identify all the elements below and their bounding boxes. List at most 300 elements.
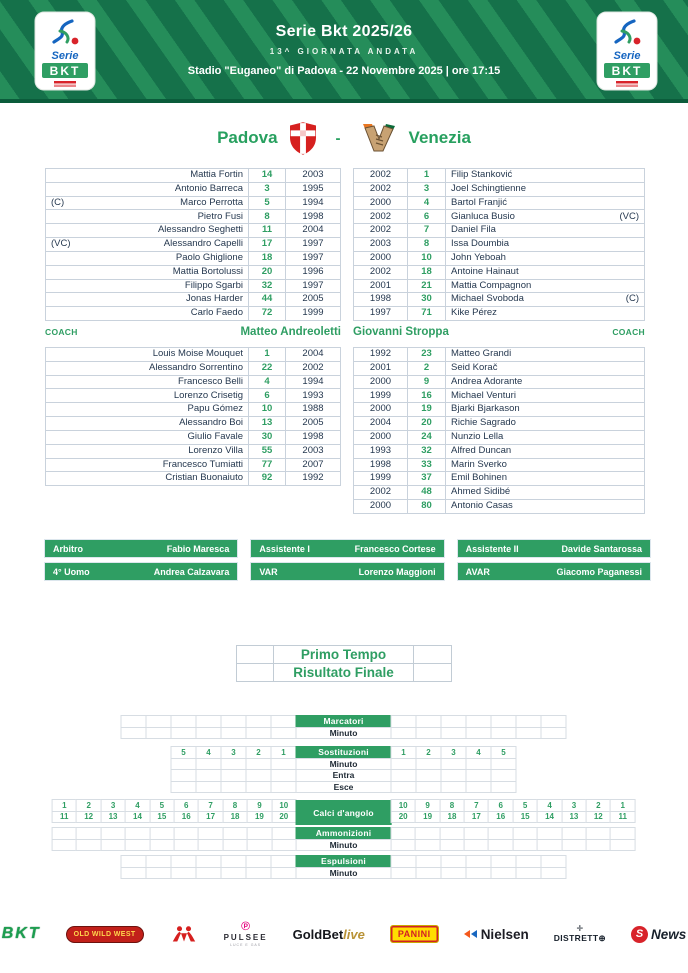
goldbet-text: GoldBet (292, 926, 344, 942)
stat-cell (441, 781, 467, 794)
shirt-number: 7 (408, 224, 446, 237)
shirt-number: 32 (408, 445, 446, 458)
corner-count-cell: 3 (561, 799, 586, 812)
stat-row (53, 839, 636, 852)
birth-year: 2000 (354, 431, 408, 444)
birth-year: 2005 (302, 417, 324, 429)
shirt-number: 21 (408, 280, 446, 293)
home-coach-name: Matteo Andreoletti (240, 326, 341, 338)
player-row (353, 486, 645, 500)
stat-cell: 1 (391, 746, 417, 759)
stat-sublabel: Minuto (296, 839, 392, 852)
official-name: Francesco Cortese (354, 543, 436, 554)
shirt-number: 44 (248, 293, 286, 306)
score-separator: - (335, 129, 341, 147)
corner-count-cell: 12 (586, 811, 611, 824)
corner-count-cell: 5 (512, 799, 537, 812)
player-name-cell (46, 280, 248, 293)
stat-cell: 3 (441, 746, 467, 759)
stat-cell (246, 867, 272, 880)
venue-date-line: Stadio "Euganeo" di Padova - 22 Novembre 2025 | ore 17:15 (187, 65, 501, 77)
player-row (45, 238, 341, 252)
birth-year: 2002 (354, 224, 408, 237)
captain-marker: (C) (51, 196, 65, 208)
player-name: Joel Schingtienne (451, 182, 526, 194)
player-row (353, 389, 645, 403)
player-name: Lorenzo Crisetig (173, 389, 243, 401)
stat-cell (516, 867, 542, 880)
player-name-cell (46, 252, 248, 265)
pulsee-mark-icon: ℗ (241, 919, 250, 933)
corner-number-grid (53, 800, 297, 825)
official-label: VAR (259, 566, 278, 577)
birth-year: 2004 (302, 348, 324, 360)
birth-year: 1999 (302, 307, 324, 319)
player-row (45, 362, 341, 376)
player-name: Marin Sverko (451, 458, 507, 470)
stat-cell (174, 839, 199, 852)
player-name: Pietro Fusi (197, 210, 243, 222)
shirt-number: 3 (248, 183, 286, 196)
corner-count-cell: 9 (247, 799, 272, 812)
player-row (45, 459, 341, 473)
birth-year: 2000 (354, 252, 408, 265)
player-name: Nunzio Lella (451, 431, 504, 443)
svg-text:Serie: Serie (51, 50, 79, 62)
competition-title: Serie Bkt 2025/26 (275, 23, 413, 40)
stat-cell (537, 839, 562, 852)
stat-sublabel: Esce (296, 781, 392, 794)
snews-circle-icon: S (631, 926, 648, 943)
corner-number-grid (392, 800, 636, 825)
player-row (45, 403, 341, 417)
corner-count-cell: 5 (149, 799, 174, 812)
player-name: Kike Pérez (451, 307, 497, 319)
player-row (353, 266, 645, 280)
player-row (45, 224, 341, 238)
pulsee-subtext: LUCE E GAS (230, 943, 262, 947)
shirt-number: 14 (248, 169, 286, 182)
birth-year: 1998 (354, 293, 408, 306)
player-name-cell (46, 376, 248, 389)
shirt-number: 33 (408, 459, 446, 472)
corner-count-cell: 4 (125, 799, 150, 812)
player-row (45, 376, 341, 390)
shirt-number: 9 (408, 376, 446, 389)
stat-cell (121, 727, 147, 740)
result-away-cell (414, 646, 451, 663)
player-name-cell (446, 459, 644, 472)
stat-cell (146, 867, 172, 880)
player-row (353, 472, 645, 486)
captain-marker: (C) (625, 293, 639, 305)
stat-row (53, 811, 297, 824)
shirt-number: 4 (248, 376, 286, 389)
stat-row (172, 781, 517, 794)
birth-year: 1998 (354, 459, 408, 472)
stat-cell (391, 727, 417, 740)
stat-sublabel: Entra (296, 769, 392, 782)
stat-cell (271, 839, 296, 852)
player-name-cell (46, 224, 248, 237)
birth-year: 2007 (302, 458, 324, 470)
player-name: Issa Doumbia (451, 238, 510, 250)
shirt-number: 55 (248, 445, 286, 458)
player-name: Mattia Fortin (190, 169, 243, 181)
player-name-cell (446, 169, 644, 182)
birth-year: 1998 (302, 431, 324, 443)
birth-year: 2001 (354, 362, 408, 375)
birth-year: 2000 (354, 197, 408, 210)
corner-count-cell: 6 (488, 799, 513, 812)
corner-count-cell: 7 (464, 799, 489, 812)
player-name: Alessandro Capelli (163, 238, 243, 250)
shirt-number: 19 (408, 403, 446, 416)
player-name-cell (446, 307, 644, 320)
player-name-cell (446, 280, 644, 293)
player-row (353, 210, 645, 224)
shirt-number: 6 (248, 389, 286, 402)
official-label: Assistente I (259, 543, 310, 554)
player-name: Seid Korač (451, 361, 498, 373)
home-coach-label: COACH (45, 327, 78, 337)
official-label: Arbitro (53, 543, 83, 554)
player-name-cell (446, 183, 644, 196)
stat-cell (271, 781, 297, 794)
stat-cell (198, 839, 223, 852)
player-name: Michael Svoboda (451, 293, 524, 305)
player-name-cell (46, 403, 248, 416)
pulsee-text: PULSEE (223, 933, 268, 942)
shirt-number: 20 (408, 417, 446, 430)
birth-year: 1999 (354, 389, 408, 402)
player-name: Mattia Bortolussi (172, 265, 243, 277)
player-row (353, 431, 645, 445)
goldbet-logo (293, 927, 365, 942)
sponsor-footer (0, 908, 688, 960)
official-label: AVAR (465, 566, 490, 577)
birth-year: 1997 (302, 238, 324, 250)
stat-cell (146, 727, 172, 740)
stat-cell (246, 781, 272, 794)
result-away-cell (414, 664, 451, 681)
shirt-number: 22 (248, 362, 286, 375)
stat-cell (491, 727, 517, 740)
player-row (45, 389, 341, 403)
coach-row (45, 326, 645, 338)
player-name-cell (46, 183, 248, 196)
stat-cell (221, 727, 247, 740)
player-name-cell (446, 445, 644, 458)
player-row (353, 459, 645, 473)
player-name: Francesco Belli (178, 375, 243, 387)
stat-header: Ammonizioni (296, 827, 392, 840)
matchday-subtitle: 13^ GIORNATA ANDATA (269, 47, 419, 56)
shirt-number: 18 (408, 266, 446, 279)
pulsee-logo (224, 921, 268, 947)
player-name-cell (46, 472, 248, 485)
stat-cell (488, 839, 513, 852)
stat-cell (125, 839, 150, 852)
stat-row (122, 867, 567, 880)
shirt-number: 80 (408, 500, 446, 513)
shirt-number: 30 (248, 431, 286, 444)
captain-marker: (VC) (51, 238, 71, 250)
shirt-number: 8 (248, 210, 286, 223)
final-result-label: Risultato Finale (274, 664, 414, 681)
stat-cell (171, 867, 197, 880)
player-name: Andrea Adorante (451, 375, 523, 387)
player-name: John Yeboah (451, 252, 506, 264)
player-name: Paolo Ghiglione (175, 252, 243, 264)
stat-cell (121, 867, 147, 880)
away-starters-table (353, 168, 645, 321)
corner-count-cell: 8 (439, 799, 464, 812)
shirt-number: 17 (248, 238, 286, 251)
player-name: Bjarki Bjarkason (451, 403, 520, 415)
stat-cell (391, 867, 417, 880)
stat-cell (221, 867, 247, 880)
svg-text:BKT: BKT (49, 64, 81, 78)
corner-count-cell: 11 (610, 811, 635, 824)
stat-cell (491, 867, 517, 880)
player-name-cell (446, 348, 644, 361)
official-label: 4° Uomo (53, 566, 90, 577)
birth-year: 1998 (302, 210, 324, 222)
player-name-cell (446, 266, 644, 279)
corners-wrap (53, 800, 636, 825)
birth-year: 1997 (302, 252, 324, 264)
corner-count-cell: 10 (271, 799, 296, 812)
player-row (353, 280, 645, 294)
shirt-number: 24 (408, 431, 446, 444)
shirt-number: 10 (248, 403, 286, 416)
snews-text: News (651, 926, 687, 942)
stat-cell (416, 867, 442, 880)
player-name: Lorenzo Villa (188, 444, 243, 456)
shirt-number: 2 (408, 362, 446, 375)
stat-sublabel: Minuto (296, 758, 392, 771)
stat-cell (149, 839, 174, 852)
official-name: Andrea Calzavara (153, 566, 230, 577)
stat-cell (196, 781, 222, 794)
home-bench-table (45, 347, 341, 514)
birth-year: 2002 (354, 486, 408, 499)
birth-year: 1992 (354, 348, 408, 361)
official-name: Fabio Maresca (166, 543, 230, 554)
stat-cell (271, 727, 297, 740)
shirt-number: 30 (408, 293, 446, 306)
official-name: Giacomo Paganessi (556, 566, 642, 577)
corner-count-cell: 16 (174, 811, 199, 824)
substitutions-grid (172, 747, 517, 793)
stat-cell (466, 727, 492, 740)
player-name-cell (446, 238, 644, 251)
stat-cell: 3 (221, 746, 247, 759)
scorers-grid (122, 716, 567, 739)
player-name-cell (46, 362, 248, 375)
birth-year: 1993 (302, 389, 324, 401)
player-name-cell (46, 431, 248, 444)
player-row (353, 376, 645, 390)
stat-row (392, 811, 636, 824)
stat-cell: 1 (271, 746, 297, 759)
old-wild-west-logo: OLD WILD WEST (66, 926, 144, 943)
birth-year: 2000 (354, 500, 408, 513)
shirt-number: 23 (408, 348, 446, 361)
player-name-cell (46, 307, 248, 320)
bench-section (45, 347, 645, 514)
distretto-mark-icon: ✛ (576, 923, 584, 933)
stat-cell (100, 839, 125, 852)
player-name-cell (46, 417, 248, 430)
player-row (353, 348, 645, 362)
captain-marker: (VC) (619, 210, 639, 222)
player-name: Cristian Buonaiuto (165, 472, 243, 484)
birth-year: 1993 (354, 445, 408, 458)
player-row (45, 183, 341, 197)
player-row (353, 445, 645, 459)
shirt-number: 32 (248, 280, 286, 293)
corner-count-cell: 3 (100, 799, 125, 812)
player-name-cell (46, 266, 248, 279)
venezia-crest-icon (361, 123, 397, 153)
birth-year: 2004 (302, 224, 324, 236)
corner-count-cell: 11 (52, 811, 77, 824)
birth-year: 2002 (354, 266, 408, 279)
away-coach-label: COACH (612, 327, 645, 337)
corner-count-cell: 18 (222, 811, 247, 824)
player-name: Richie Sagrado (451, 417, 516, 429)
stat-cell (196, 867, 222, 880)
away-bench-table (353, 347, 645, 514)
player-row (353, 293, 645, 307)
teams-row (0, 118, 688, 158)
player-name: Antoine Hainaut (451, 265, 519, 277)
player-name: Antonio Barreca (174, 182, 243, 194)
stat-cell (491, 781, 517, 794)
shirt-number: 1 (408, 169, 446, 182)
player-row (353, 183, 645, 197)
shirt-number: 18 (248, 252, 286, 265)
stat-cell: 5 (491, 746, 517, 759)
stat-cell: 4 (466, 746, 492, 759)
player-name-cell (46, 197, 248, 210)
player-name: Alessandro Seghetti (157, 224, 243, 236)
birth-year: 1994 (302, 375, 324, 387)
player-name-cell (446, 224, 644, 237)
birth-year: 1999 (354, 472, 408, 485)
home-team-name: Padova (217, 128, 278, 147)
player-name: Bartol Franjić (451, 196, 507, 208)
bkt-logo: BKT (1, 925, 41, 942)
player-name-cell (46, 389, 248, 402)
corner-count-cell: 16 (488, 811, 513, 824)
shirt-number: 3 (408, 183, 446, 196)
stat-cell (416, 727, 442, 740)
corner-count-cell: 19 (247, 811, 272, 824)
player-name: Ahmed Sidibé (451, 486, 511, 498)
player-name: Alessandro Boi (179, 417, 243, 429)
birth-year: 2002 (354, 183, 408, 196)
stat-cell (196, 727, 222, 740)
birth-year: 2003 (302, 169, 324, 181)
official-var (251, 563, 443, 580)
stat-cell (76, 839, 101, 852)
birth-year: 2003 (302, 444, 324, 456)
stat-cell (391, 839, 416, 852)
svg-text:BKT: BKT (611, 64, 643, 78)
player-name-cell (446, 376, 644, 389)
corner-count-cell: 12 (76, 811, 101, 824)
corner-count-cell: 13 (100, 811, 125, 824)
stat-cell (439, 839, 464, 852)
stat-cell: 2 (416, 746, 442, 759)
corner-count-cell: 2 (586, 799, 611, 812)
birth-year: 2000 (354, 376, 408, 389)
kappa-logo-icon (169, 924, 199, 944)
official-referee (45, 540, 237, 557)
shirt-number: 4 (408, 197, 446, 210)
stat-cell (271, 867, 297, 880)
distretto-logo (554, 925, 606, 944)
player-row (45, 266, 341, 280)
corner-count-cell: 20 (391, 811, 416, 824)
nielsen-chevron-icon (464, 930, 470, 938)
stat-cell (561, 839, 586, 852)
birth-year: 1997 (302, 279, 324, 291)
stat-header: Calci d'angolo (296, 800, 392, 825)
serie-bkt-logo-icon (596, 11, 658, 91)
result-table (236, 646, 452, 682)
player-row (45, 307, 341, 321)
corner-count-cell: 19 (415, 811, 440, 824)
stat-cell (610, 839, 635, 852)
corner-count-cell: 7 (198, 799, 223, 812)
player-row (45, 431, 341, 445)
stat-cell (516, 727, 542, 740)
result-home-cell (237, 646, 274, 663)
player-row (353, 238, 645, 252)
player-name-cell (446, 403, 644, 416)
stat-cell (541, 867, 567, 880)
player-name-cell (46, 348, 248, 361)
stat-cell (222, 839, 247, 852)
corner-count-cell: 14 (125, 811, 150, 824)
corner-count-cell: 8 (222, 799, 247, 812)
stat-header: Sostituzioni (296, 746, 392, 759)
player-row (45, 210, 341, 224)
corner-count-cell: 13 (561, 811, 586, 824)
expulsions-grid (122, 856, 567, 879)
birth-year: 2000 (354, 403, 408, 416)
player-row (353, 403, 645, 417)
player-name: Marco Perrotta (180, 196, 243, 208)
player-name-cell (46, 445, 248, 458)
player-row (353, 197, 645, 211)
player-name-cell (446, 210, 644, 223)
player-name: Louis Moise Mouquet (152, 348, 243, 360)
shirt-number: 16 (408, 389, 446, 402)
stat-cell (541, 727, 567, 740)
panini-logo: PANINI (390, 925, 439, 943)
shirt-number: 71 (408, 307, 446, 320)
player-row (353, 307, 645, 321)
player-name-cell (446, 197, 644, 210)
nielsen-logo (464, 927, 529, 942)
birth-year: 1992 (302, 472, 324, 484)
nielsen-chevron-icon (471, 930, 477, 938)
